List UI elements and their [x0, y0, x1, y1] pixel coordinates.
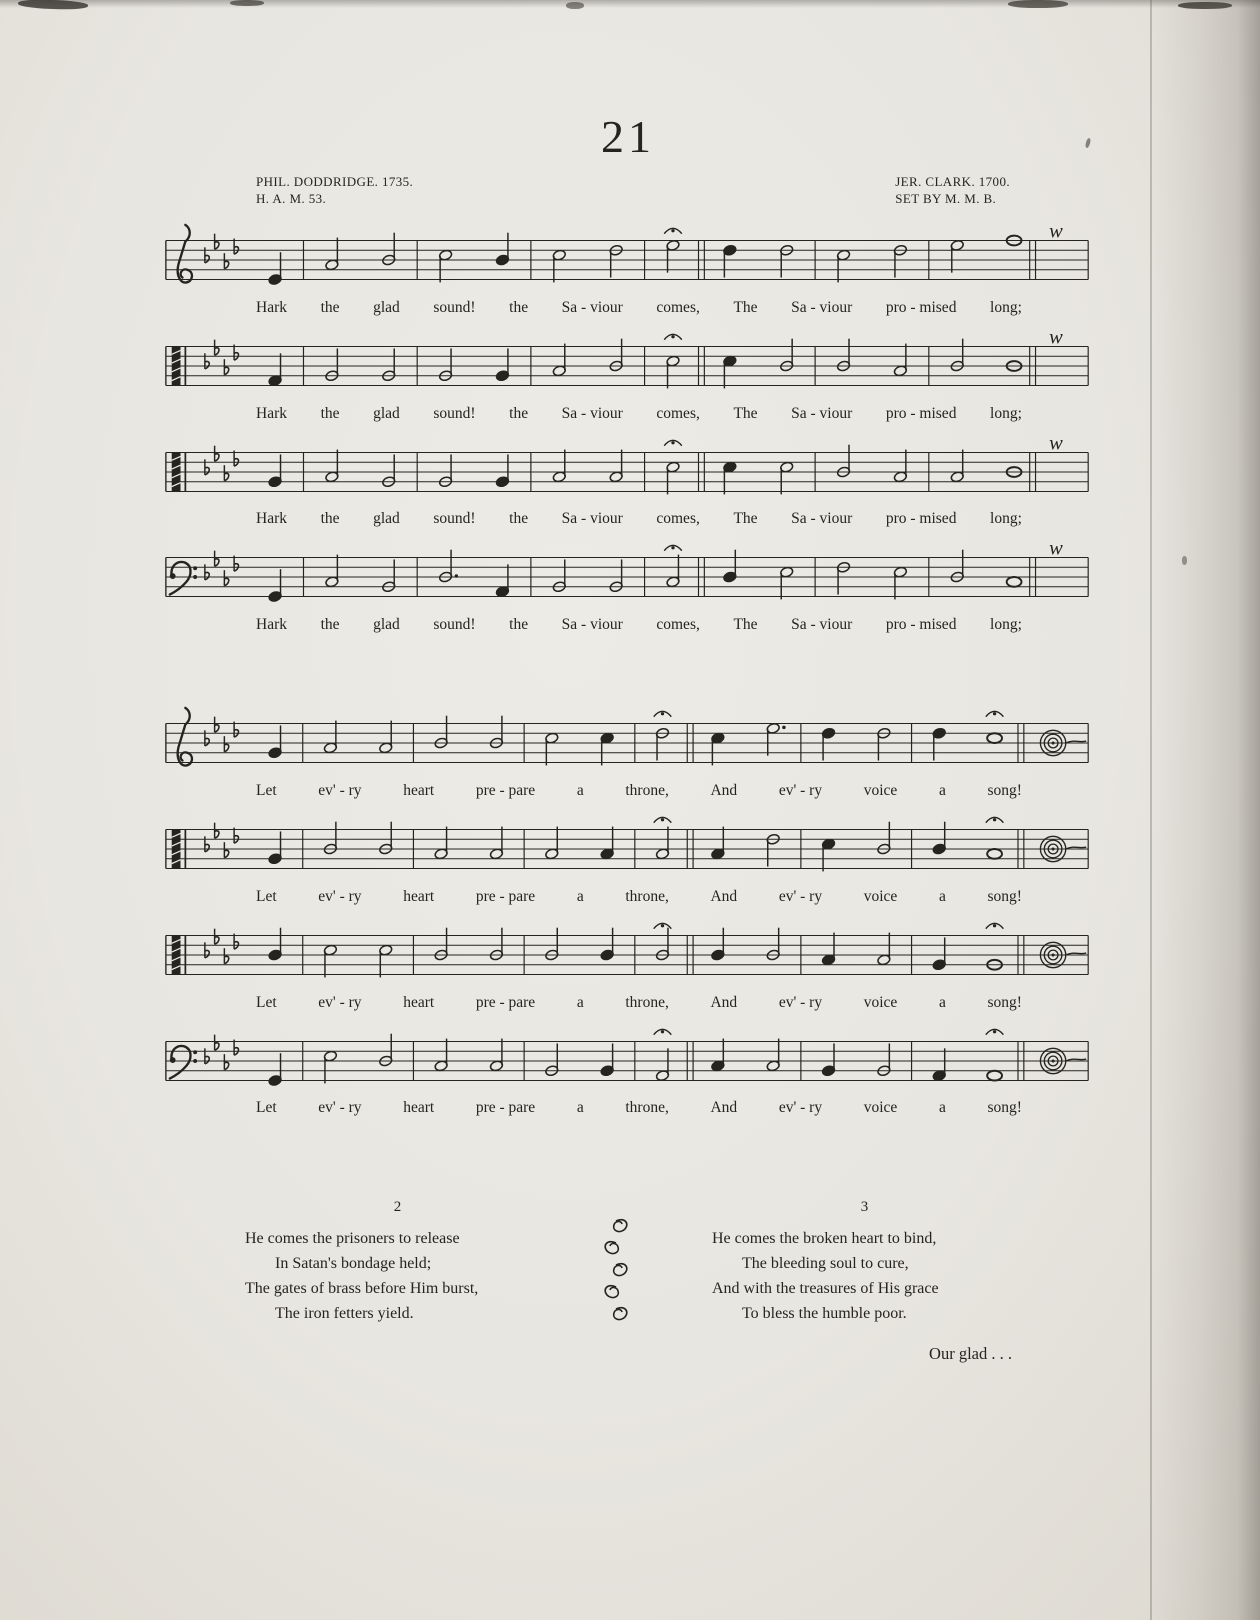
staff-treble — [160, 704, 1096, 790]
lyric-token: song! — [987, 887, 1022, 905]
lyric-token: ev' - ry — [778, 993, 823, 1011]
lyric-token: a — [938, 781, 946, 799]
lyric-token: comes, — [656, 616, 700, 634]
fermata-icon — [654, 1029, 672, 1034]
lyric-line — [160, 782, 1096, 800]
system-1 — [160, 221, 1096, 634]
lyric-token: Hark — [256, 616, 287, 634]
lyric-token: heart — [403, 781, 435, 799]
author-line: PHIL. DODDRIDGE. 1735. — [256, 174, 414, 189]
lyric-token: The — [733, 510, 758, 528]
lyric-token: pre - pare — [475, 887, 536, 905]
lyric-token: song! — [987, 1099, 1022, 1117]
lyric-token: And — [710, 781, 738, 799]
lyric-token: Let — [256, 993, 277, 1011]
treble-clef-icon — [178, 225, 192, 283]
system-2-voice-4 — [160, 1022, 1096, 1118]
lyric-token: long; — [990, 510, 1022, 528]
notes — [268, 923, 1003, 977]
system-2 — [160, 704, 1096, 1117]
lyric-token: glad — [373, 616, 400, 634]
lyric-token: the — [509, 298, 529, 316]
composer-credit — [895, 173, 1010, 207]
credits-row — [160, 173, 1096, 207]
key-signature — [205, 717, 239, 752]
lyric-token: The — [733, 298, 758, 316]
lyric-token: Sa - viour — [561, 616, 623, 634]
composer-line: JER. CLARK. 1700. — [895, 174, 1010, 189]
lyric-token: And — [710, 887, 738, 905]
lyric-token: throne, — [625, 887, 669, 905]
staff-lines — [166, 346, 1088, 385]
lyric-token: Sa - viour — [791, 616, 853, 634]
lyric-token: a — [938, 887, 946, 905]
verse-2 — [245, 1195, 550, 1326]
fermata-icon — [986, 711, 1004, 716]
lyric-token: comes, — [656, 298, 700, 316]
system-1-voice-1 — [160, 221, 1096, 317]
verse-line: And with the treasures of His grace — [712, 1280, 939, 1298]
setter-line: SET BY M. M. B. — [895, 191, 997, 206]
lyric-token: throne, — [625, 993, 669, 1011]
lyric-token: ev' - ry — [318, 887, 362, 905]
staff-lines — [166, 935, 1088, 974]
system-1-voice-2 — [160, 327, 1096, 423]
fermata-icon — [654, 711, 672, 716]
lyric-token: long; — [990, 616, 1022, 634]
system-2-voice-3 — [160, 916, 1096, 1012]
system-2-voice-1 — [160, 704, 1096, 800]
lyric-token: a — [938, 993, 946, 1011]
lyric-token: pre - pare — [475, 781, 536, 799]
turnover-mark: w — [1049, 432, 1063, 455]
lyric-token: Let — [256, 887, 277, 905]
verse-line: In Satan's bondage held; — [275, 1255, 432, 1273]
page-content — [160, 0, 1096, 1364]
staff-bass — [160, 1022, 1096, 1108]
lyric-token: song! — [987, 993, 1022, 1011]
verses-section — [160, 1195, 1096, 1326]
lyric-token: Sa - viour — [561, 298, 623, 316]
staff-lines — [166, 240, 1088, 279]
verse-line: He comes the prisoners to release — [245, 1230, 460, 1248]
lyric-token: the — [509, 510, 529, 528]
notes — [268, 711, 1003, 765]
key-signature — [205, 823, 239, 858]
author-credit — [256, 173, 413, 207]
staff-lines — [166, 829, 1088, 868]
lyric-token: ev' - ry — [318, 1099, 362, 1117]
staff-c — [160, 433, 1096, 519]
fermata-icon — [664, 334, 682, 339]
lyric-token: heart — [403, 993, 435, 1011]
lyric-token: a — [576, 1099, 584, 1117]
lyric-token: sound! — [433, 510, 476, 528]
verse-3 — [712, 1195, 1017, 1326]
verse-line: To bless the humble poor. — [742, 1305, 907, 1323]
lyric-token: throne, — [625, 781, 669, 799]
lyric-token: the — [320, 510, 340, 528]
source-line: H. A. M. 53. — [256, 191, 327, 206]
fermata-icon — [654, 817, 672, 822]
staff-lines — [166, 452, 1088, 491]
notes — [268, 546, 1022, 603]
lyric-token: throne, — [625, 1099, 669, 1117]
lyric-token: ev' - ry — [318, 781, 362, 799]
lyric-token: the — [320, 404, 340, 422]
scan-artifact — [1178, 2, 1232, 9]
lyric-token: Hark — [256, 298, 287, 316]
key-signature — [205, 1034, 239, 1069]
turnover-mark: w — [1049, 221, 1063, 243]
lyric-token: Sa - viour — [561, 404, 623, 422]
fermata-icon — [986, 817, 1004, 822]
staff-c — [160, 327, 1096, 413]
lyric-token: sound! — [433, 404, 476, 422]
continuation-text: Our glad . . . — [929, 1344, 1012, 1364]
verse-line: He comes the broken heart to bind, — [712, 1230, 937, 1248]
lyric-token: Let — [256, 781, 277, 799]
lyric-token: the — [509, 404, 529, 422]
page-edge-shadow — [1148, 0, 1260, 1620]
page-edge-line — [1150, 0, 1152, 1620]
treble-clef-icon — [178, 708, 192, 766]
lyric-token: pre - pare — [475, 993, 536, 1011]
notes — [268, 1029, 1003, 1086]
lyric-token: Sa - viour — [791, 404, 853, 422]
turnover-mark: w — [1049, 538, 1063, 560]
verse-line: The iron fetters yield. — [275, 1305, 414, 1323]
key-signature — [205, 928, 239, 963]
lyric-token: long; — [990, 298, 1022, 316]
lyric-token: The — [733, 616, 758, 634]
music-systems — [160, 221, 1096, 1117]
staff-c — [160, 916, 1096, 1002]
lyric-line — [160, 616, 1096, 634]
divider-ornament-icon — [590, 1195, 642, 1326]
lyric-line — [160, 510, 1096, 528]
staff-lines — [166, 724, 1088, 763]
fermata-icon — [664, 546, 682, 551]
system-2-voice-2 — [160, 810, 1096, 906]
notes — [268, 228, 1022, 285]
verse-number: 2 — [393, 1199, 402, 1216]
lyric-line — [160, 299, 1096, 317]
lyric-token: long; — [990, 404, 1022, 422]
lyric-token: pro - mised — [885, 616, 957, 634]
staff-treble — [160, 221, 1096, 307]
lyric-token: sound! — [433, 616, 476, 634]
lyric-token: The — [733, 404, 758, 422]
notes — [268, 334, 1022, 388]
lyric-token: And — [710, 993, 738, 1011]
lyric-token: Let — [256, 1099, 277, 1117]
lyric-token: glad — [373, 510, 400, 528]
lyric-token: ev' - ry — [778, 781, 823, 799]
lyric-token: a — [576, 887, 584, 905]
lyric-token: song! — [987, 781, 1022, 799]
lyric-token: a — [576, 993, 584, 1011]
fermata-icon — [986, 923, 1004, 928]
verse-line: The gates of brass before Him burst, — [245, 1280, 479, 1298]
staff-c — [160, 810, 1096, 896]
scan-artifact — [1182, 556, 1187, 565]
lyric-token: pro - mised — [885, 404, 957, 422]
fermata-icon — [986, 1029, 1004, 1034]
fermata-icon — [664, 228, 682, 233]
key-signature — [205, 551, 239, 586]
lyric-token: glad — [373, 404, 400, 422]
system-1-voice-4 — [160, 538, 1096, 634]
lyric-token: pro - mised — [885, 510, 957, 528]
lyric-token: comes, — [656, 510, 700, 528]
lyric-token: voice — [863, 1099, 898, 1117]
lyric-line — [160, 994, 1096, 1012]
verse-number: 3 — [860, 1199, 869, 1216]
turnover-mark: w — [1049, 326, 1063, 349]
lyric-token: a — [576, 781, 584, 799]
lyric-token: heart — [403, 887, 435, 905]
lyric-token: pro - mised — [885, 298, 957, 316]
lyric-token: ev' - ry — [778, 1099, 823, 1117]
verse-line: The bleeding soul to cure, — [742, 1255, 909, 1273]
lyric-token: a — [938, 1099, 946, 1117]
lyric-token: ev' - ry — [318, 993, 362, 1011]
lyric-token: the — [509, 616, 529, 634]
lyric-token: heart — [403, 1099, 435, 1117]
lyric-token: sound! — [433, 298, 476, 316]
lyric-line — [160, 405, 1096, 423]
lyric-token: the — [320, 298, 340, 316]
notes — [268, 440, 1022, 494]
lyric-token: glad — [373, 298, 400, 316]
staff-lines — [166, 1041, 1088, 1080]
staff-bass — [160, 538, 1096, 624]
lyric-token: Sa - viour — [791, 298, 853, 316]
lyric-token: voice — [863, 887, 898, 905]
key-signature — [205, 234, 239, 269]
lyric-line — [160, 888, 1096, 906]
lyric-token: voice — [863, 993, 898, 1011]
lyric-token: voice — [863, 781, 898, 799]
lyric-token: comes, — [656, 404, 700, 422]
lyric-token: the — [320, 616, 340, 634]
lyric-token: Sa - viour — [561, 510, 623, 528]
lyric-token: Sa - viour — [791, 510, 853, 528]
lyric-token: pre - pare — [475, 1099, 536, 1117]
lyric-token: Hark — [256, 404, 287, 422]
system-1-voice-3 — [160, 433, 1096, 529]
hymn-number: 21 — [601, 111, 655, 162]
lyric-token: Hark — [256, 510, 287, 528]
key-signature — [205, 445, 239, 480]
key-signature — [205, 339, 239, 374]
lyric-token: ev' - ry — [778, 887, 823, 905]
lyric-line — [160, 1099, 1096, 1117]
scan-artifact — [18, 0, 88, 10]
notes — [268, 817, 1003, 871]
staff-lines — [166, 558, 1088, 597]
lyric-token: And — [710, 1099, 738, 1117]
fermata-icon — [664, 440, 682, 445]
